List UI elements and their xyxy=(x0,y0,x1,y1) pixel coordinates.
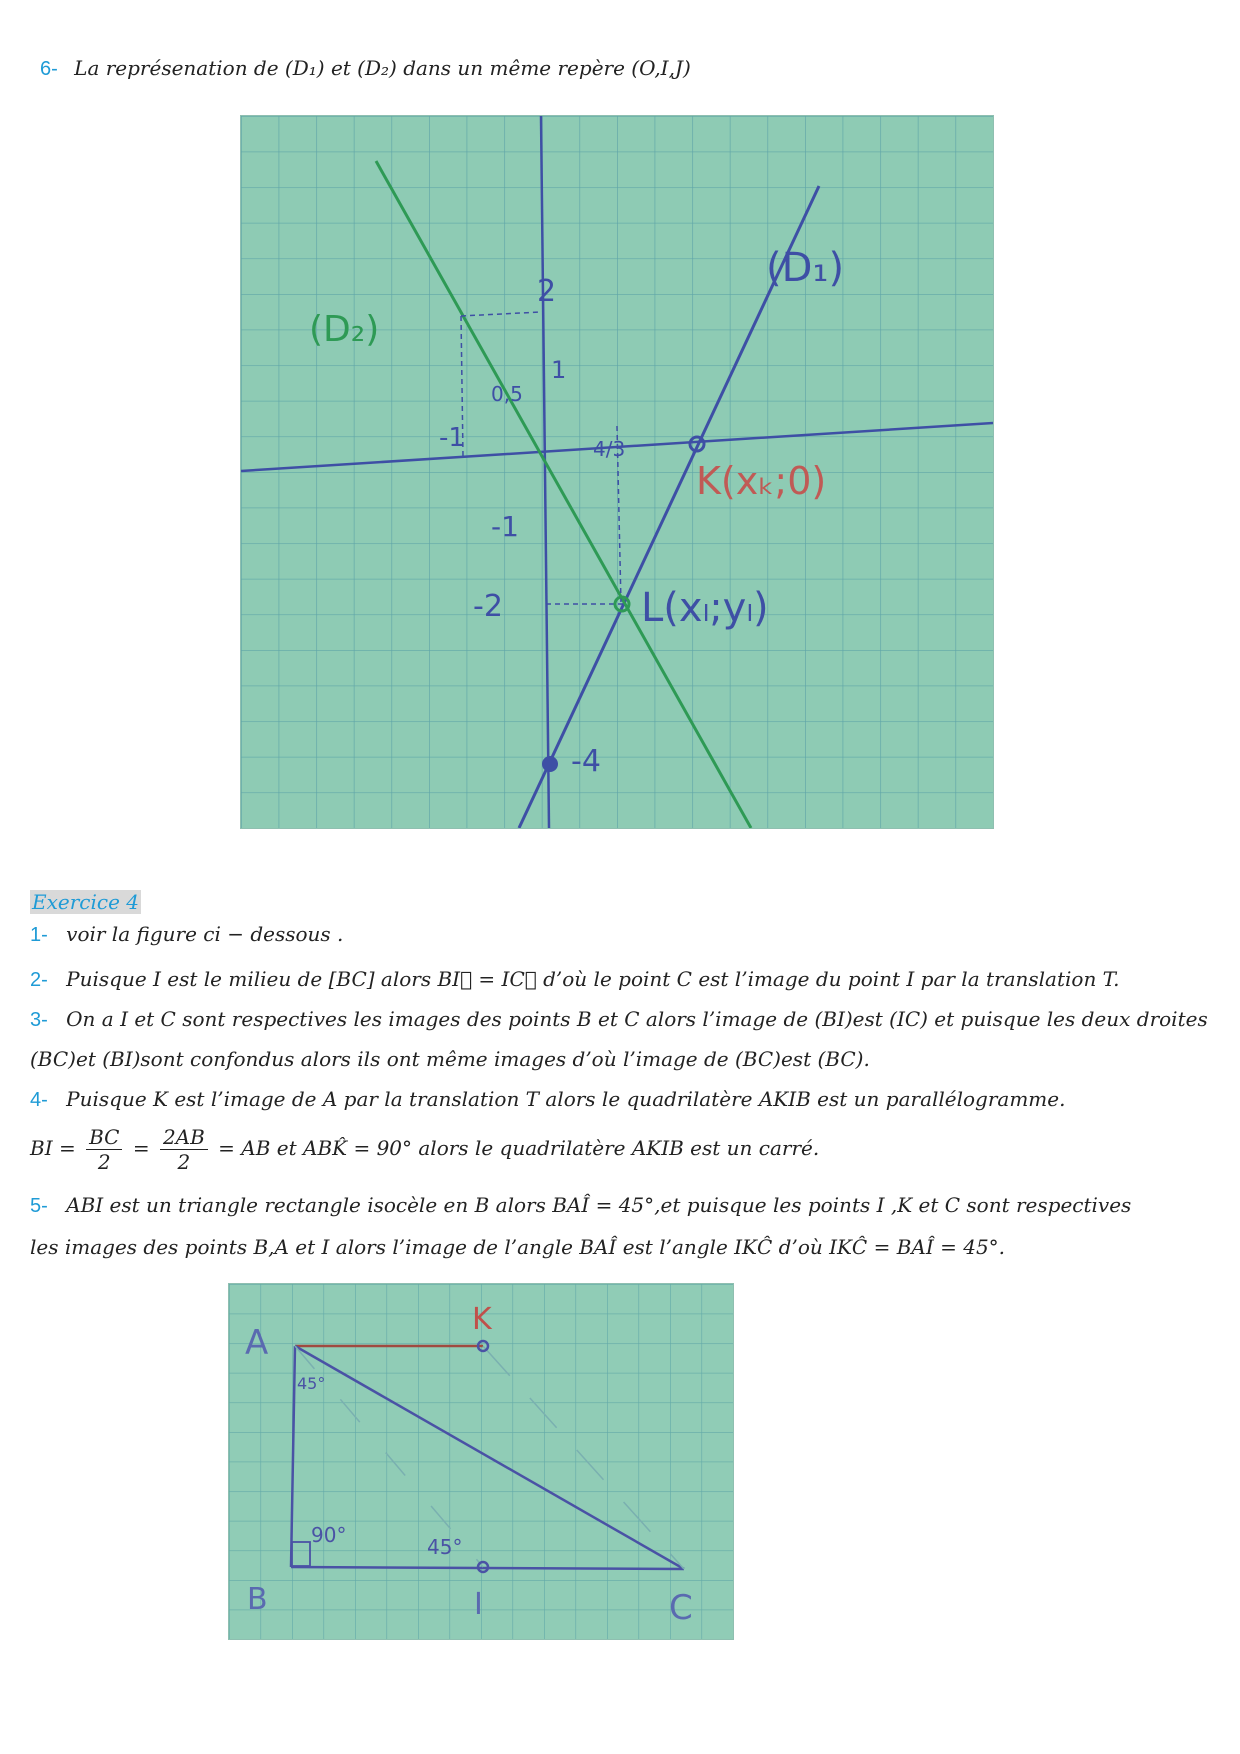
label-a: A xyxy=(245,1323,269,1363)
label-l: L(xₗ;yₗ) xyxy=(641,585,769,631)
label-angle-i: 45° xyxy=(427,1535,463,1559)
graph-svg xyxy=(241,116,993,828)
triangle-svg xyxy=(229,1284,733,1639)
ex4-item2-number: 2- xyxy=(30,969,48,991)
label-ym2: -2 xyxy=(473,589,503,624)
label-xm1: -1 xyxy=(439,423,465,453)
formula-rhs: = AB et ABK̂ = 90° alors le quadrilatère AKIB est un carré. xyxy=(218,1136,820,1160)
formula-frac2 xyxy=(160,1125,208,1174)
formula-frac1 xyxy=(86,1125,122,1174)
label-ym4: -4 xyxy=(571,744,601,779)
graph-grid xyxy=(241,116,993,828)
formula-eq: = xyxy=(132,1136,150,1160)
label-angle-a: 45° xyxy=(297,1374,326,1393)
label-d2: (D₂) xyxy=(309,309,380,350)
point-ym4 xyxy=(542,756,558,772)
ex4-item3-cont xyxy=(30,1047,870,1071)
label-d1: (D₁) xyxy=(766,245,845,291)
label-i: I xyxy=(474,1587,483,1622)
ex4-item1 xyxy=(30,922,343,947)
ex4-item4-text: Puisque K est l’image de A par la translation T alors le quadrilatère AKIB est un parallélogramme. xyxy=(66,1087,1066,1111)
label-c: C xyxy=(669,1588,693,1628)
ex4-item3-number: 3- xyxy=(30,1009,48,1031)
ex4-item1-number: 1- xyxy=(30,924,48,946)
formula-frac1-den: 2 xyxy=(97,1150,111,1174)
ex4-formula xyxy=(30,1125,819,1174)
ex4-item5 xyxy=(30,1193,1131,1218)
ex4-item3 xyxy=(30,1007,1208,1032)
ex4-item5-number: 5- xyxy=(30,1195,48,1217)
triangle-photo xyxy=(228,1283,734,1640)
exercise4-title: Exercice 4 xyxy=(32,890,139,914)
label-b: B xyxy=(247,1582,268,1617)
ex4-item4 xyxy=(30,1087,1065,1112)
formula-lhs: BI = xyxy=(30,1136,76,1160)
label-angle-b: 90° xyxy=(311,1523,347,1547)
ex4-item1-text: voir la figure ci − dessous . xyxy=(66,922,344,946)
label-y1: 1 xyxy=(551,356,567,384)
triangle-grid xyxy=(229,1284,733,1639)
ex4-item5-line2: les images des points B,A et I alors l’image de l’angle BAÎ est l’angle IKĈ d’où IKĈ = BAÎ = 45°. xyxy=(30,1235,1006,1259)
ex4-item5-line1: ABI est un triangle rectangle isocèle en B alors BAÎ = 45°,et puisque les points I ,K et C sont respectives xyxy=(66,1193,1132,1217)
label-ym1: -1 xyxy=(491,510,519,543)
label-x05: 0,5 xyxy=(491,382,523,406)
ex4-item5-cont xyxy=(30,1235,1005,1259)
label-k: K(xₖ;0) xyxy=(696,459,827,503)
label-y2: 2 xyxy=(537,274,557,309)
item6-number: 6- xyxy=(40,58,58,80)
ex4-item2-text: Puisque I est le milieu de [BC] alors BI⃗ = IC⃗ d’où le point C est l’image du point I par la translation T. xyxy=(66,967,1120,991)
label-x43: 4/3 xyxy=(593,437,626,461)
formula-frac2-den: 2 xyxy=(177,1150,191,1174)
ex4-item4-number: 4- xyxy=(30,1089,48,1111)
formula-frac2-num: 2AB xyxy=(160,1125,208,1150)
ex4-item3-text: On a I et C sont respectives les images des points B et C alors l’image de (BI)est (IC) et puisque les deux droites xyxy=(66,1007,1208,1031)
formula-frac1-num: BC xyxy=(86,1125,122,1150)
item6-text: La représenation de (D₁) et (D₂) dans un même repère (O,I,J) xyxy=(74,56,691,80)
graph-photo xyxy=(240,115,994,829)
item6-line xyxy=(40,56,691,81)
ex4-item2 xyxy=(30,967,1119,992)
ex4-item3-cont-text: (BC)et (BI)sont confondus alors ils ont même images d’où l’image de (BC)est (BC). xyxy=(30,1047,870,1071)
label-k-tri: K xyxy=(472,1302,492,1337)
